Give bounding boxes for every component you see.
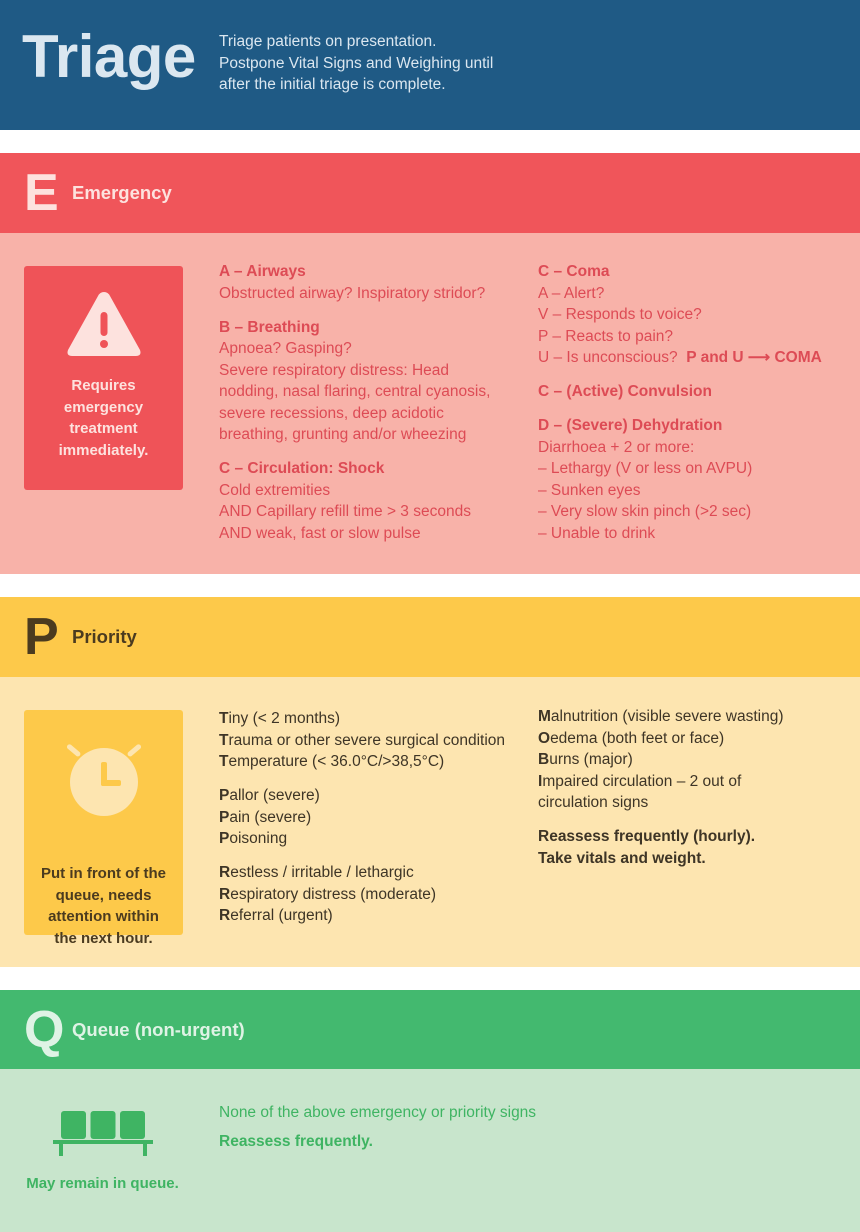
coma-u-text: U – Is unconscious? [538,349,678,366]
priority-card [24,710,183,947]
dehydration-line: – Unable to drink [538,524,656,542]
card-line: immediately. [58,441,149,459]
card-line: the next hour. [54,929,153,947]
breathing-line: nodding, nasal flaring, central cyanosis, [219,383,491,400]
priority-reassess: Take vitals and weight. [538,849,706,867]
priority-item: Burns (major) [538,751,633,768]
dehydration-line: – Sunken eyes [538,481,641,499]
circulation-line: Cold extremities [219,481,331,499]
queue-text [219,1102,536,1152]
coma-line: A – Alert? [538,284,605,302]
queue-title: Queue (non-urgent) [72,1019,245,1040]
header-line: after the initial triage is complete. [219,76,446,93]
priority-item: Poisoning [219,830,288,847]
priority-item: Trauma or other severe surgical condition [219,731,506,749]
priority-reassess: Reassess frequently (hourly). [538,828,756,845]
priority-card-message [24,863,183,949]
queue-letter: Q [24,1001,65,1059]
emergency-col-1 [219,261,490,544]
card-line: Requires [71,377,136,394]
dehydration-line: Diarrhoea + 2 or more: [538,438,695,456]
coma-line-u [538,347,822,369]
priority-letter: P [24,608,59,666]
priority-item: Malnutrition (visible severe wasting) [538,708,784,725]
queue-line: None of the above emergency or priority signs [219,1104,537,1121]
emergency-panel [0,233,860,574]
breathing-line: Severe respiratory distress: Head [219,361,450,379]
priority-item: Restless / irritable / lethargic [219,864,414,881]
bench-icon [53,1109,153,1157]
priority-item: Referral (urgent) [219,907,333,924]
dehydration-line: – Lethargy (V or less on AVPU) [538,460,753,477]
card-line: Put in front of the [41,865,166,882]
page-title: Triage [22,23,196,90]
header-description [219,31,539,96]
emergency-card-message [24,375,183,461]
triage-header [0,0,860,130]
header-line: Postpone Vital Signs and Weighing until [219,54,494,72]
circulation-line: AND Capillary refill time > 3 seconds [219,503,471,520]
coma-line: P – Reacts to pain? [538,327,673,345]
card-line: queue, needs [55,886,152,904]
circulation-heading: C – Circulation: Shock [219,460,385,477]
emergency-title: Emergency [72,182,172,203]
queue-panel [0,1069,860,1232]
emergency-letter: E [24,164,59,222]
airways-heading: A – Airways [219,263,306,280]
priority-item: Pallor (severe) [219,787,320,804]
coma-line: V – Responds to voice? [538,306,702,323]
dehydration-heading: D – (Severe) Dehydration [538,417,723,434]
breathing-line: severe recessions, deep acidotic [219,404,444,422]
queue-band [0,990,860,1070]
priority-col-1 [219,708,505,927]
priority-item: circulation signs [538,794,649,811]
priority-item: Impaired circulation – 2 out of [538,772,742,790]
warning-triangle-icon [64,288,144,360]
convulsion-heading: C – (Active) Convulsion [538,383,712,400]
priority-title: Priority [72,626,137,647]
breathing-line: breathing, grunting and/or wheezing [219,426,467,443]
priority-item: Oedema (both feet or face) [538,729,725,747]
breathing-heading: B – Breathing [219,318,320,336]
coma-u-bold: P and U ⟶ COMA [686,349,822,366]
priority-band [0,597,860,677]
breathing-line: Apnoea? Gasping? [219,340,352,357]
emergency-band [0,153,860,233]
card-line: attention within [48,908,159,925]
queue-reassess: Reassess frequently. [219,1132,373,1150]
airways-text: Obstructed airway? Inspiratory stridor? [219,284,486,302]
card-line: treatment [69,420,138,437]
header-line: Triage patients on presentation. [219,33,437,50]
priority-item: Respiratory distress (moderate) [219,885,437,903]
emergency-card [24,266,183,490]
queue-card-message: May remain in queue. [26,1175,179,1192]
emergency-col-2 [538,261,822,544]
coma-heading: C – Coma [538,263,610,280]
card-line: emergency [63,398,144,416]
priority-item: Tiny (< 2 months) [219,710,341,727]
priority-panel [0,677,860,967]
circulation-line: AND weak, fast or slow pulse [219,524,421,542]
alarm-clock-icon [62,736,146,820]
priority-item: Pain (severe) [219,808,312,826]
priority-col-2 [538,706,784,869]
priority-item: Temperature (< 36.0°C/>38,5°C) [219,753,445,770]
dehydration-line: – Very slow skin pinch (>2 sec) [538,503,752,520]
